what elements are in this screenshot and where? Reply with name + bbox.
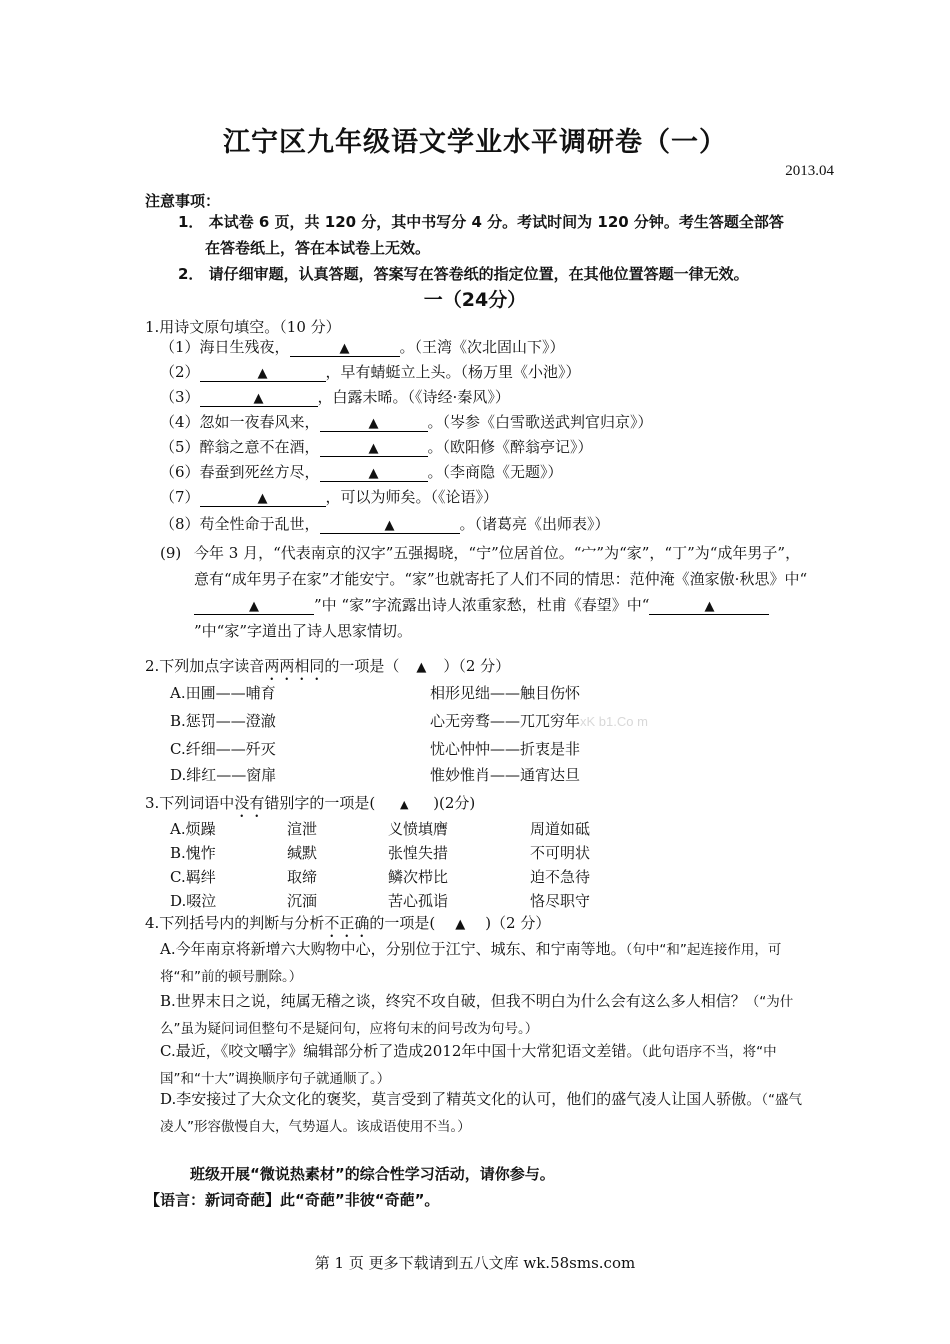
item-suffix: ，可以为师矣。（《论语》）	[325, 488, 499, 506]
blank-marker: ▲	[368, 466, 379, 481]
blank-marker: ▲	[399, 798, 409, 811]
item-9-text-c: ”中“家”字道出了诗人思家情切。	[194, 622, 413, 640]
q3-d-4: 恪尽职守	[530, 892, 591, 910]
item-suffix: 。（岑参《白雪歌送武判官归京》）	[427, 413, 653, 431]
option-note: （句中“和”起连接作用，可将“和”前的顿号删除。）	[160, 942, 782, 985]
question-2-stem	[145, 655, 510, 684]
stem-emphasis: 两两相同	[264, 657, 325, 675]
option-d-left: D.绯红——窗扉	[170, 766, 277, 784]
activity-intro: 班级开展“微说热素材”的综合性学习活动，请你参与。	[190, 1165, 555, 1183]
answer-slot[interactable]	[375, 794, 433, 812]
blank-marker: ▲	[455, 917, 466, 932]
blank-marker: ▲	[704, 599, 715, 614]
q3-b-4: 不可明状	[530, 844, 591, 862]
option-note: （此句语序不当，将“中国”和“十大”调换顺序句子就通顺了。）	[160, 1044, 777, 1087]
question-1-item-9	[160, 540, 810, 644]
option-c-right: 忧心忡忡——折衷是非	[430, 740, 581, 758]
answer-blank[interactable]	[200, 489, 326, 507]
item-prefix: （7）	[160, 488, 200, 506]
page-footer: 第 1 页 更多下载请到五八文库 wk.58sms.com	[314, 1254, 636, 1272]
blank-marker: ▲	[368, 441, 379, 456]
question-1-item-2	[160, 361, 581, 382]
watermark: xK b1.Co m	[580, 714, 648, 729]
exam-date: 2013.04	[785, 163, 834, 179]
language-section-heading: 【语言：新词奇葩】此“奇葩”非彼“奇葩”。	[145, 1191, 440, 1209]
item-prefix: （2）	[160, 363, 200, 381]
stem-text: 的一项是(	[369, 914, 436, 932]
question-1-item-6	[160, 461, 563, 482]
q4-option-a	[160, 936, 810, 990]
question-3-stem	[145, 792, 475, 821]
answer-blank[interactable]	[200, 364, 326, 382]
answer-blank[interactable]	[290, 339, 400, 357]
answer-blank[interactable]	[320, 516, 460, 534]
stem-text: 3.下列词语中	[145, 794, 235, 812]
item-prefix: （1）海日生残夜，	[160, 338, 290, 356]
item-9-text-b: ”中 “家”字流露出诗人浓重家愁，杜甫《春望》中“	[314, 596, 650, 614]
section-title: 一（24分）	[423, 289, 527, 311]
option-note: （“盛气凌人”形容傲慢自大，气势逼人。该成语使用不当。）	[160, 1092, 803, 1135]
question-1-item-1	[160, 336, 565, 357]
q3-d-2: 沉湎	[287, 892, 318, 910]
option-text: D.李安接过了大众文化的褒奖，莫言受到了精英文化的认可，他们的盛气凌人让国人骄傲。	[160, 1090, 762, 1108]
q4-option-c	[160, 1038, 810, 1092]
option-a-right: 相形见绌——触目伤怀	[430, 684, 581, 702]
blank-marker: ▲	[257, 366, 268, 381]
stem-text: )（2 分）	[485, 914, 551, 932]
notes-heading: 注意事项：	[145, 192, 221, 210]
question-1-item-8	[160, 513, 610, 534]
item-9-body	[194, 540, 810, 644]
q3-a-1: A.烦躁	[170, 820, 216, 838]
stem-text: ）（2 分）	[443, 657, 511, 675]
item-suffix: 。（王湾《次北固山下》）	[399, 338, 565, 356]
blank-marker: ▲	[249, 599, 259, 614]
item-prefix: （5）醉翁之意不在酒，	[160, 438, 320, 456]
q3-a-2: 渲泄	[287, 820, 318, 838]
q3-a-4: 周道如砥	[530, 820, 591, 838]
option-b-right	[430, 710, 648, 731]
question-1-item-5	[160, 436, 593, 457]
page-title: 江宁区九年级语文学业水平调研卷（一）	[223, 127, 727, 158]
item-prefix: （6）春蚕到死丝方尽，	[160, 463, 320, 481]
option-b-left: B.惩罚——澄澈	[170, 712, 276, 730]
stem-emphasis: 不正确	[324, 914, 370, 932]
note-item-1-line-2: 在答卷纸上，答在本试卷上无效。	[205, 239, 431, 257]
item-prefix: （4）忽如一夜春风来，	[160, 413, 320, 431]
q3-b-3: 张惶失措	[388, 844, 449, 862]
answer-blank[interactable]	[320, 464, 428, 482]
stem-text: 的一项是（	[324, 657, 400, 675]
question-1-stem: 1.用诗文原句填空。（10 分）	[145, 318, 341, 336]
option-a-left: A.田圃——哺育	[170, 684, 276, 702]
stem-text: 错别字的一项是(	[264, 794, 376, 812]
item-number: (9)	[160, 544, 182, 562]
answer-blank[interactable]	[194, 597, 314, 615]
option-text: C.最近，《咬文嚼字》编辑部分析了造成2012年中国十大常犯语文差错。	[160, 1042, 642, 1060]
answer-blank[interactable]	[320, 414, 428, 432]
stem-text: 4.下列括号内的判断与分析	[145, 914, 325, 932]
stem-emphasis: 没有	[234, 794, 265, 812]
item-suffix: ，早有蜻蜓立上头。（杨万里《小池》）	[325, 363, 581, 381]
item-9-text-a: 今年 3 月，“代表南京的汉字”五强揭晓，“宁”位居首位。“宀”为“家”，“丁”为“成年男子”，意有“成年男子在家”才能安宁。“家”也就寄托了人们不同的情思：范仲淹《渔家傲·秋思》中“	[194, 544, 808, 588]
stem-text: 2.下列加点字读音	[145, 657, 265, 675]
question-1-item-3	[160, 386, 510, 407]
option-d-right: 惟妙惟肖——通宵达旦	[430, 766, 581, 784]
option-c-left: C.纤细——歼灭	[170, 740, 276, 758]
answer-slot[interactable]	[435, 914, 485, 932]
q3-d-1: D.啜泣	[170, 892, 217, 910]
item-prefix: （3）	[160, 388, 200, 406]
item-suffix: 。（诸葛亮《出师表》）	[459, 515, 610, 533]
blank-marker: ▲	[416, 660, 427, 675]
q3-c-1: C.羁绊	[170, 868, 216, 886]
q3-a-3: 义愤填膺	[388, 820, 449, 838]
option-text: B.世界末日之说，纯属无稽之谈，终究不攻自破，但我不明白为什么会有这么多人相信？	[160, 992, 746, 1010]
blank-marker: ▲	[257, 491, 268, 506]
item-suffix: ，白露未晞。（《诗经·秦风》）	[317, 388, 510, 406]
option-note: （“为什么”虽为疑问词但整句不是疑问句，应将句末的问号改为句号。）	[160, 994, 794, 1037]
blank-marker: ▲	[368, 416, 379, 431]
stem-text: )(2分)	[433, 794, 476, 812]
item-prefix: （8）苟全性命于乱世，	[160, 515, 320, 533]
answer-blank[interactable]	[320, 439, 428, 457]
note-item-2: 2． 请仔细审题，认真答题，答案写在答卷纸的指定位置，在其他位置答题一律无效。	[178, 265, 749, 283]
q3-b-2: 缄默	[287, 844, 318, 862]
q3-c-3: 鳞次栉比	[388, 868, 449, 886]
blank-marker: ▲	[253, 391, 264, 406]
answer-blank[interactable]	[649, 597, 769, 615]
question-1-item-7	[160, 486, 498, 507]
item-suffix: 。（欧阳修《醉翁亭记》）	[427, 438, 593, 456]
option-text: 心无旁骛——兀兀穷年	[430, 712, 581, 730]
q3-b-1: B.愧怍	[170, 844, 216, 862]
answer-blank[interactable]	[200, 389, 318, 407]
q3-c-2: 取缔	[287, 868, 318, 886]
option-text: A.今年南京将新增六大购物中心，分别位于江宁、城东、和宁南等地。	[160, 940, 626, 958]
note-item-1-line-1: 1． 本试卷 6 页，共 120 分，其中书写分 4 分。考试时间为 120 分钟。考生答题全部答	[178, 213, 784, 231]
q4-option-d	[160, 1086, 810, 1140]
q4-option-b	[160, 988, 810, 1042]
answer-slot[interactable]	[399, 657, 443, 675]
blank-marker: ▲	[384, 518, 395, 533]
blank-marker: ▲	[339, 341, 350, 356]
question-1-item-4	[160, 411, 653, 432]
q3-c-4: 迫不急待	[530, 868, 591, 886]
q3-d-3: 苦心孤诣	[388, 892, 449, 910]
item-suffix: 。（李商隐《无题》）	[427, 463, 563, 481]
